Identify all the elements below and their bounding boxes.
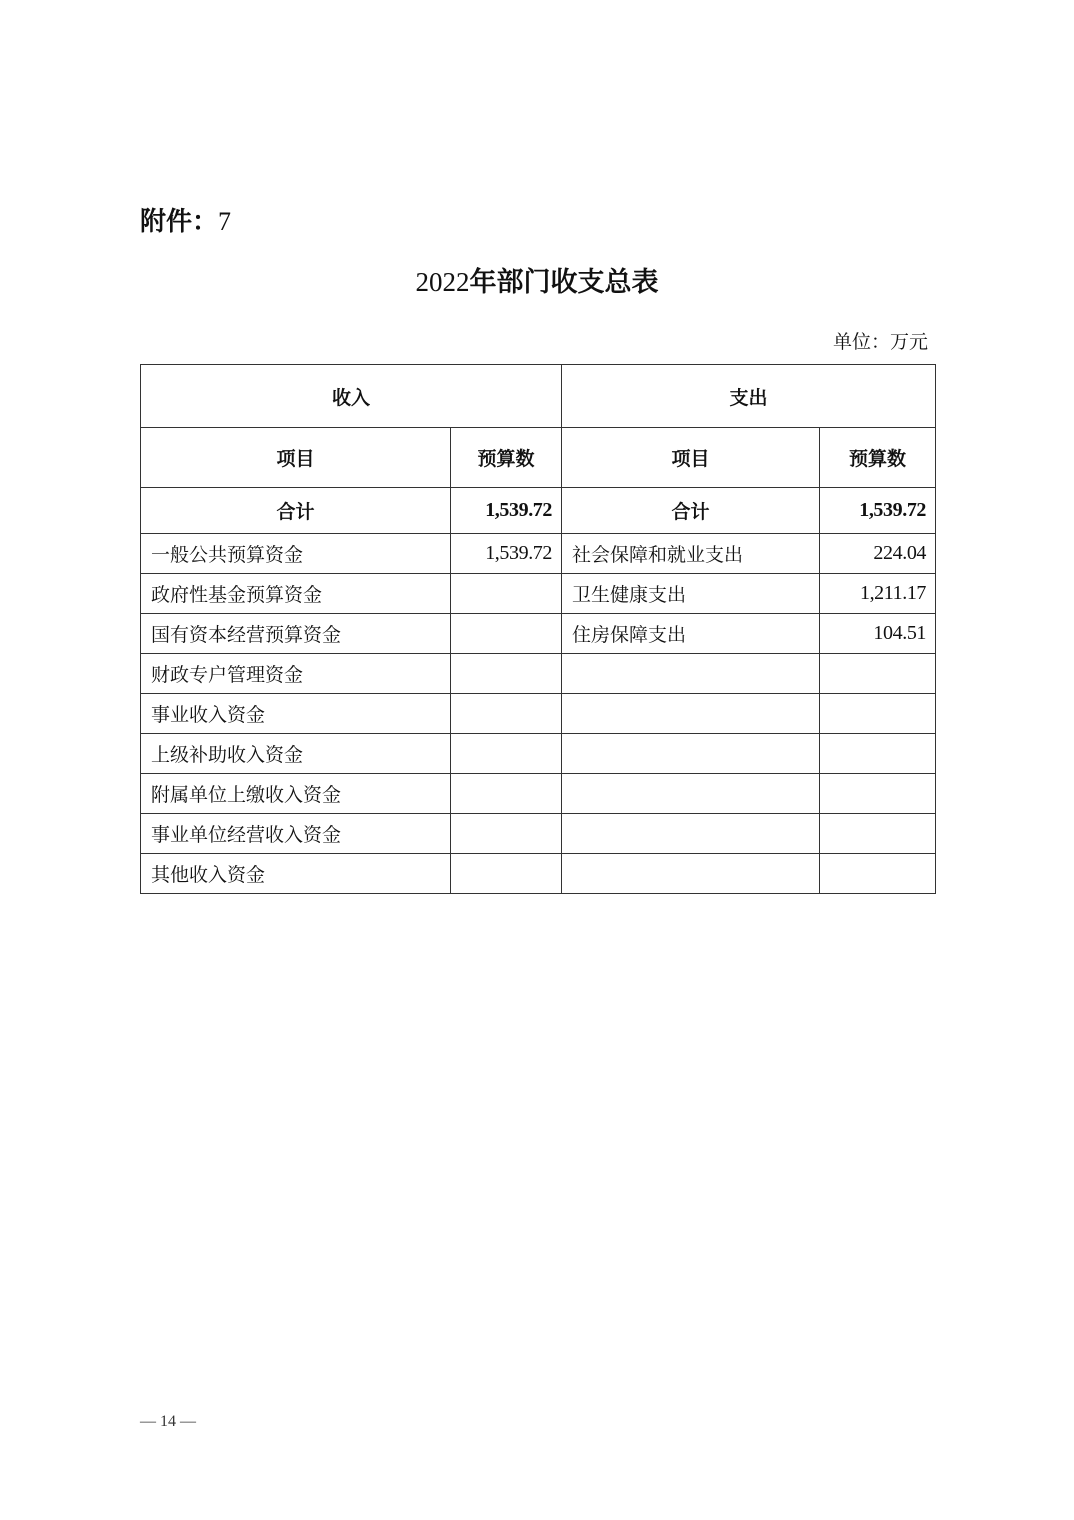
expense-value (820, 814, 936, 854)
expense-item (562, 774, 820, 814)
expense-value (820, 694, 936, 734)
attachment-number: 7 (218, 207, 232, 236)
expense-item (562, 654, 820, 694)
expense-value (820, 774, 936, 814)
table-row (141, 694, 936, 734)
document-title (0, 262, 1074, 303)
table-subheader-row (141, 428, 936, 488)
title-name: 年部门收支总表 (469, 267, 659, 298)
income-value (451, 774, 562, 814)
expense-item (562, 694, 820, 734)
table-row (141, 534, 936, 574)
table-row (141, 854, 936, 894)
unit-label: 单位：万元 (832, 331, 928, 353)
income-value (451, 854, 562, 894)
income-item: 事业收入资金 (141, 694, 451, 734)
budget-table (140, 364, 936, 894)
income-value (451, 654, 562, 694)
expense-value (820, 654, 936, 694)
expense-item: 卫生健康支出 (562, 574, 820, 614)
total-row (141, 488, 936, 534)
income-item: 国有资本经营预算资金 (141, 614, 451, 654)
income-item: 一般公共预算资金 (141, 534, 451, 574)
title-year: 2022 (415, 267, 470, 297)
income-amount-header: 预算数 (451, 428, 562, 488)
income-total-value: 1,539.72 (451, 488, 562, 534)
expense-value (820, 734, 936, 774)
income-value (451, 574, 562, 614)
expense-item (562, 854, 820, 894)
income-item: 上级补助收入资金 (141, 734, 451, 774)
expense-item: 住房保障支出 (562, 614, 820, 654)
income-item: 附属单位上缴收入资金 (141, 774, 451, 814)
table-row (141, 814, 936, 854)
table-row (141, 734, 936, 774)
table-row (141, 574, 936, 614)
income-value (451, 694, 562, 734)
income-value (451, 734, 562, 774)
expense-header: 支出 (562, 365, 936, 428)
income-item: 政府性基金预算资金 (141, 574, 451, 614)
table-row (141, 774, 936, 814)
table-row (141, 614, 936, 654)
expense-value: 224.04 (820, 534, 936, 574)
income-value: 1,539.72 (451, 534, 562, 574)
income-total-label: 合计 (141, 488, 451, 534)
expense-total-label: 合计 (562, 488, 820, 534)
income-item: 其他收入资金 (141, 854, 451, 894)
expense-value (820, 854, 936, 894)
expense-amount-header: 预算数 (820, 428, 936, 488)
expense-item-header: 项目 (562, 428, 820, 488)
page-number: — 14 — (140, 1413, 196, 1430)
expense-total-value: 1,539.72 (820, 488, 936, 534)
expense-value: 104.51 (820, 614, 936, 654)
table-row (141, 654, 936, 694)
attachment-prefix: 附件： (140, 207, 219, 237)
expense-item: 社会保障和就业支出 (562, 534, 820, 574)
income-value (451, 814, 562, 854)
expense-value: 1,211.17 (820, 574, 936, 614)
income-item: 财政专户管理资金 (141, 654, 451, 694)
income-value (451, 614, 562, 654)
income-header: 收入 (141, 365, 562, 428)
table-header-row (141, 365, 936, 428)
expense-item (562, 734, 820, 774)
attachment-label (140, 204, 231, 240)
income-item: 事业单位经营收入资金 (141, 814, 451, 854)
expense-item (562, 814, 820, 854)
income-item-header: 项目 (141, 428, 451, 488)
